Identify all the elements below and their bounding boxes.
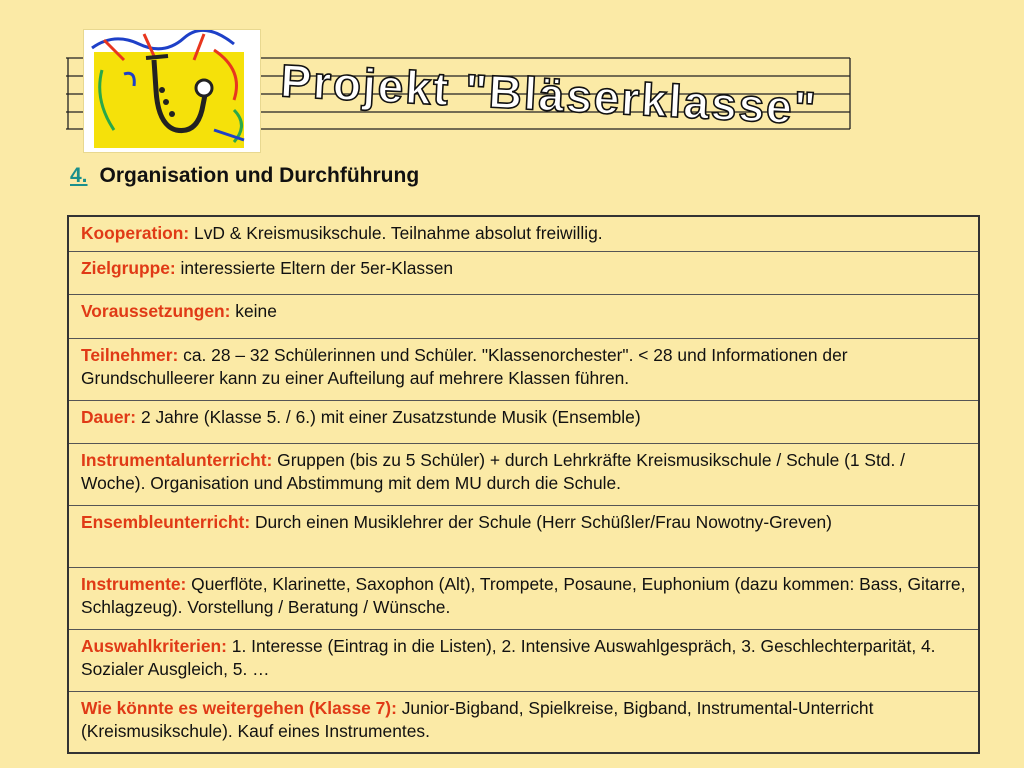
row-text: 1. Interesse (Eintrag in die Listen), 2. Intensive Auswahlgespräch, 3. Geschlechterparität, 4. Sozialer Ausgleich, 5. … <box>81 635 936 679</box>
row-label: Instrumente: <box>81 573 187 594</box>
row-label: Zielgruppe: <box>81 257 176 278</box>
row-text: 2 Jahre (Klasse 5. / 6.) mit einer Zusatzstunde Musik (Ensemble) <box>140 406 641 427</box>
section-number[interactable]: 4. <box>70 164 88 187</box>
table-row <box>68 251 979 294</box>
table-row <box>68 629 979 691</box>
table-cell <box>68 691 979 753</box>
row-text: LvD & Kreismusikschule. Teilnahme absolut freiwillig. <box>194 223 603 243</box>
title-text: Projekt "Bläserklasse" <box>279 54 819 135</box>
row-text: Gruppen (bis zu 5 Schüler) + durch Lehrkräfte Kreismusikschule / Schule (1 Std. / Woche). Organisation und Abstimmung mit dem MU durch die Schule. <box>81 449 905 493</box>
row-label: Auswahlkriterien: <box>81 635 227 656</box>
table-cell <box>68 629 979 691</box>
row-text: keine <box>235 300 277 321</box>
table-cell <box>68 338 979 400</box>
row-text: interessierte Eltern der 5er-Klassen <box>180 257 454 278</box>
row-label: Teilnehmer: <box>81 344 179 365</box>
table-cell <box>68 251 979 294</box>
row-text: ca. 28 – 32 Schülerinnen und Schüler. "Klassenorchester". < 28 und Informationen der Grundschulleerer kann zu einer Aufteilung auf mehrere Klassen führen. <box>81 344 848 388</box>
table-cell <box>68 294 979 338</box>
table-cell <box>68 505 979 567</box>
page-title <box>272 48 832 138</box>
table-cell <box>68 567 979 629</box>
table-row <box>68 443 979 505</box>
table-row <box>68 505 979 567</box>
table-row <box>68 338 979 400</box>
table-row <box>68 294 979 338</box>
section-title: Organisation und Durchführung <box>99 164 420 187</box>
section-heading <box>70 164 419 188</box>
row-text: Junior-Bigband, Spielkreise, Bigband, Instrumental-Unterricht (Kreismusikschule). Kauf eines Instrumentes. <box>81 697 874 741</box>
saxophone-logo-icon <box>84 30 260 152</box>
table-row <box>68 216 979 251</box>
table-row <box>68 691 979 753</box>
row-label: Voraussetzungen: <box>81 300 231 321</box>
table-cell <box>68 400 979 443</box>
info-table <box>67 215 980 754</box>
row-label: Ensembleunterricht: <box>81 511 251 532</box>
slide-header <box>0 0 1024 160</box>
row-label: Kooperation: <box>81 223 190 243</box>
row-label: Wie könnte es weitergehen (Klasse 7): <box>81 697 397 718</box>
row-text: Querflöte, Klarinette, Saxophon (Alt), Trompete, Posaune, Euphonium (dazu kommen: Bass, Gitarre, Schlagzeug). Vorstellung / Beratung / Wünsche. <box>81 573 966 617</box>
table-row <box>68 400 979 443</box>
table-cell <box>68 216 979 251</box>
row-text: Durch einen Musiklehrer der Schule (Herr Schüßler/Frau Nowotny-Greven) <box>254 511 832 532</box>
table-cell <box>68 443 979 505</box>
row-label: Instrumentalunterricht: <box>81 449 273 470</box>
table-row <box>68 567 979 629</box>
row-label: Dauer: <box>81 406 137 427</box>
